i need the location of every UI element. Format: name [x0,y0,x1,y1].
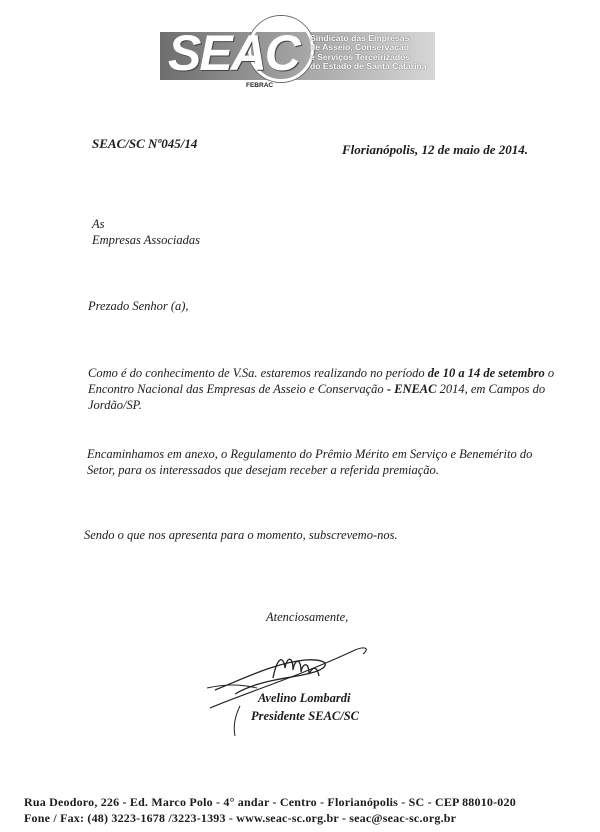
paragraph-closing-remark: Sendo o que nos apresenta para o momento, subscrevemo-nos. [84,528,398,542]
paragraph-text: o Encontro Nacional das Empresas de Asseio e Conservação [88,366,555,396]
letterhead [160,14,445,96]
greeting: Prezado Senhor (a), [88,299,189,313]
signer-role: Presidente SEAC/SC [251,709,360,723]
signer-name: Avelino Lombardi [258,691,351,705]
letter-date: Florianópolis, 12 de maio de 2014. [342,142,528,157]
organization-name [310,34,427,72]
org-line: de Asseio, Conservação [310,42,410,53]
paragraph-event [88,365,558,413]
paragraph-regulation: Encaminhamos em anexo, o Regulamento do Prêmio Mérito em Serviço e Benemérito do Setor, para os interessados que desejam receber a referida premiação. [87,447,533,477]
org-line: e Serviços Terceirizados [310,51,411,62]
paragraph-text: 2014, em Campos do Jordão/SP. [88,382,546,412]
federation-label: FEBRAC [246,82,274,89]
recipient-line: As [92,217,105,231]
paragraph-text: Como é do conhecimento de V.Sa. estaremos realizando no período [88,366,428,380]
org-line: Sindicato das Empresas [310,33,410,43]
seac-logo: SEAC [168,25,299,81]
event-name: - ENEAC [386,382,437,396]
footer-address: Rua Deodoro, 226 - Ed. Marco Polo - 4° andar - Centro - Florianópolis - SC - CEP 88010-020 [24,795,516,809]
event-dates: de 10 a 14 de setembro [427,366,545,380]
footer-contact: Fone / Fax: (48) 3223-1678 /3223-1393 - www.seac-sc.org.br - seac@seac-sc.org.br [24,811,457,825]
closing-salutation: Atenciosamente, [266,610,349,624]
document-reference: SEAC/SC Nº045/14 [92,136,198,151]
recipient-line: Empresas Associadas [92,233,200,247]
org-line: do Estado de Santa Catarina [310,61,427,72]
